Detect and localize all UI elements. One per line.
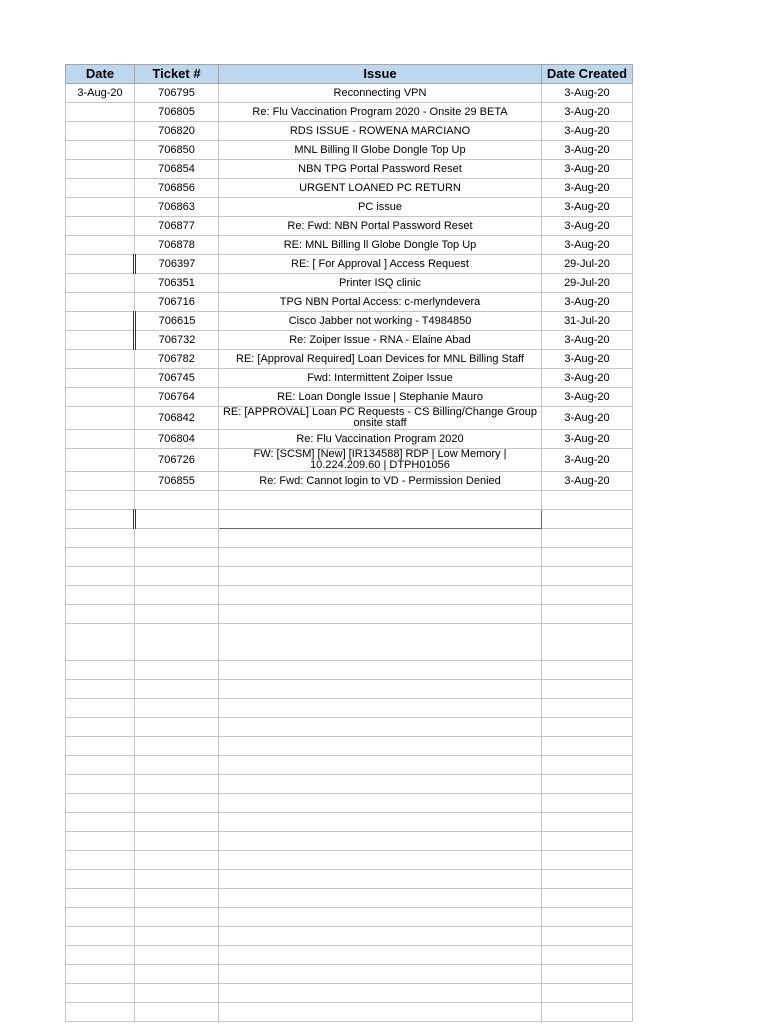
cell-date[interactable] [66, 198, 135, 217]
empty-row [66, 1003, 633, 1022]
empty-cell[interactable] [542, 605, 633, 624]
cell-date-created[interactable]: 3-Aug-20 [542, 350, 633, 369]
empty-cell[interactable] [542, 813, 633, 832]
table-row [66, 350, 633, 369]
empty-cell[interactable] [135, 946, 219, 965]
empty-cell[interactable] [135, 699, 219, 718]
empty-cell[interactable] [542, 491, 633, 510]
empty-cell[interactable] [135, 548, 219, 567]
empty-row [66, 605, 633, 624]
cell-date-created[interactable]: 3-Aug-20 [542, 122, 633, 141]
cell-date-created[interactable]: 3-Aug-20 [542, 449, 633, 472]
cell-issue[interactable]: Fwd: Intermittent Zoiper Issue [219, 369, 542, 388]
empty-cell[interactable] [66, 756, 135, 775]
cell-ticket[interactable]: 706764 [135, 388, 219, 407]
spreadsheet [65, 64, 632, 1022]
empty-cell[interactable] [66, 908, 135, 927]
empty-cell[interactable] [219, 510, 542, 529]
cell-ticket[interactable]: 706745 [135, 369, 219, 388]
cell-issue[interactable]: TPG NBN Portal Access: c-merlyndevera [219, 293, 542, 312]
cell-issue[interactable]: RE: MNL Billing ll Globe Dongle Top Up [219, 236, 542, 255]
empty-cell[interactable] [135, 491, 219, 510]
empty-cell[interactable] [66, 813, 135, 832]
cell-issue[interactable]: RE: Loan Dongle Issue | Stephanie Mauro [219, 388, 542, 407]
cell-issue[interactable]: Re: Fwd: Cannot login to VD - Permission Denied [219, 472, 542, 491]
empty-cell[interactable] [219, 756, 542, 775]
cell-ticket[interactable]: 706878 [135, 236, 219, 255]
header-ticket[interactable]: Ticket # [135, 65, 219, 84]
empty-cell[interactable] [219, 661, 542, 680]
cell-issue[interactable]: RE: [ For Approval ] Access Request [219, 255, 542, 274]
empty-cell[interactable] [135, 529, 219, 548]
table-row [66, 430, 633, 449]
cell-date-created[interactable]: 3-Aug-20 [542, 472, 633, 491]
table-row [66, 217, 633, 236]
empty-row [66, 624, 633, 661]
cell-ticket[interactable]: 706397 [135, 255, 219, 274]
header-row [66, 65, 633, 84]
cell-date-created[interactable]: 3-Aug-20 [542, 103, 633, 122]
empty-cell[interactable] [219, 832, 542, 851]
empty-cell[interactable] [135, 851, 219, 870]
cell-date-created[interactable]: 3-Aug-20 [542, 141, 633, 160]
empty-cell[interactable] [66, 586, 135, 605]
empty-cell[interactable] [135, 756, 219, 775]
empty-cell[interactable] [219, 605, 542, 624]
empty-cell[interactable] [135, 832, 219, 851]
empty-cell[interactable] [66, 870, 135, 889]
empty-cell[interactable] [542, 680, 633, 699]
empty-cell[interactable] [135, 1003, 219, 1022]
table-row [66, 103, 633, 122]
ticket-table [65, 64, 633, 1022]
table-row [66, 312, 633, 331]
empty-row [66, 737, 633, 756]
empty-row [66, 946, 633, 965]
cell-date-created[interactable]: 3-Aug-20 [542, 217, 633, 236]
empty-row [66, 775, 633, 794]
table-body [66, 84, 633, 1022]
cell-date-created[interactable]: 3-Aug-20 [542, 331, 633, 350]
empty-cell[interactable] [135, 984, 219, 1003]
cell-date-created[interactable]: 3-Aug-20 [542, 388, 633, 407]
table-row [66, 331, 633, 350]
cell-issue[interactable]: PC issue [219, 198, 542, 217]
cell-date[interactable] [66, 179, 135, 198]
empty-row [66, 680, 633, 699]
empty-cell[interactable] [542, 699, 633, 718]
cell-issue[interactable]: MNL Billing ll Globe Dongle Top Up [219, 141, 542, 160]
cell-issue[interactable]: Re: Zoiper Issue - RNA - Elaine Abad [219, 331, 542, 350]
cell-date[interactable] [66, 217, 135, 236]
cell-date[interactable] [66, 312, 135, 331]
cell-ticket[interactable]: 706850 [135, 141, 219, 160]
cell-ticket[interactable]: 706795 [135, 84, 219, 103]
empty-cell[interactable] [135, 889, 219, 908]
empty-cell[interactable] [542, 718, 633, 737]
empty-cell[interactable] [542, 737, 633, 756]
empty-cell[interactable] [66, 965, 135, 984]
cell-issue[interactable]: Re: Flu Vaccination Program 2020 - Onsite 29 BETA [219, 103, 542, 122]
cell-ticket[interactable]: 706351 [135, 274, 219, 293]
empty-cell[interactable] [66, 510, 135, 529]
table-row [66, 84, 633, 103]
empty-cell[interactable] [542, 965, 633, 984]
empty-cell[interactable] [135, 737, 219, 756]
cell-date-created[interactable]: 3-Aug-20 [542, 179, 633, 198]
empty-cell[interactable] [66, 984, 135, 1003]
table-row [66, 198, 633, 217]
empty-cell[interactable] [542, 908, 633, 927]
table-row [66, 472, 633, 491]
empty-cell[interactable] [135, 775, 219, 794]
cell-issue[interactable]: Re: Flu Vaccination Program 2020 [219, 430, 542, 449]
table-row [66, 179, 633, 198]
cell-date[interactable] [66, 430, 135, 449]
empty-cell[interactable] [66, 605, 135, 624]
empty-cell[interactable] [219, 586, 542, 605]
empty-row [66, 586, 633, 605]
empty-cell[interactable] [219, 851, 542, 870]
empty-row [66, 491, 633, 510]
cell-date[interactable] [66, 472, 135, 491]
table-row [66, 388, 633, 407]
cell-ticket[interactable]: 706820 [135, 122, 219, 141]
cell-issue[interactable]: Re: Fwd: NBN Portal Password Reset [219, 217, 542, 236]
empty-cell[interactable] [66, 699, 135, 718]
empty-cell[interactable] [135, 965, 219, 984]
cell-date[interactable] [66, 122, 135, 141]
cell-ticket[interactable]: 706877 [135, 217, 219, 236]
empty-cell[interactable] [66, 775, 135, 794]
empty-cell[interactable] [66, 946, 135, 965]
cell-ticket[interactable]: 706863 [135, 198, 219, 217]
cell-ticket[interactable]: 706804 [135, 430, 219, 449]
empty-cell[interactable] [66, 529, 135, 548]
cell-ticket[interactable]: 706842 [135, 407, 219, 430]
empty-cell[interactable] [135, 680, 219, 699]
table-row [66, 141, 633, 160]
empty-cell[interactable] [542, 946, 633, 965]
empty-cell[interactable] [135, 586, 219, 605]
header-issue[interactable]: Issue [219, 65, 542, 84]
empty-cell[interactable] [135, 908, 219, 927]
empty-cell[interactable] [219, 965, 542, 984]
cell-ticket[interactable]: 706615 [135, 312, 219, 331]
empty-cell[interactable] [135, 718, 219, 737]
empty-cell[interactable] [542, 794, 633, 813]
cell-date[interactable] [66, 369, 135, 388]
empty-cell[interactable] [66, 737, 135, 756]
cell-date[interactable] [66, 449, 135, 472]
cell-date-created[interactable]: 29-Jul-20 [542, 274, 633, 293]
empty-cell[interactable] [66, 794, 135, 813]
empty-cell[interactable] [219, 680, 542, 699]
empty-cell[interactable] [219, 567, 542, 586]
cell-date[interactable] [66, 350, 135, 369]
table-row [66, 122, 633, 141]
empty-cell[interactable] [542, 756, 633, 775]
cell-date[interactable] [66, 141, 135, 160]
empty-cell[interactable] [542, 624, 633, 661]
empty-cell[interactable] [135, 870, 219, 889]
empty-cell[interactable] [219, 908, 542, 927]
empty-row [66, 661, 633, 680]
empty-row [66, 832, 633, 851]
empty-cell[interactable] [135, 794, 219, 813]
empty-cell[interactable] [219, 624, 542, 661]
empty-cell[interactable] [542, 586, 633, 605]
empty-cell[interactable] [135, 510, 219, 529]
cell-date[interactable] [66, 274, 135, 293]
cell-date-created[interactable]: 3-Aug-20 [542, 198, 633, 217]
empty-cell[interactable] [219, 946, 542, 965]
empty-cell[interactable] [66, 661, 135, 680]
cell-ticket[interactable]: 706855 [135, 472, 219, 491]
empty-row [66, 813, 633, 832]
empty-cell[interactable] [66, 832, 135, 851]
empty-cell[interactable] [219, 775, 542, 794]
cell-date[interactable] [66, 407, 135, 430]
empty-cell[interactable] [219, 889, 542, 908]
empty-cell[interactable] [219, 699, 542, 718]
empty-row [66, 908, 633, 927]
cell-ticket[interactable]: 706854 [135, 160, 219, 179]
table-row [66, 160, 633, 179]
cell-date-created[interactable]: 3-Aug-20 [542, 236, 633, 255]
empty-cell[interactable] [219, 794, 542, 813]
header-date[interactable]: Date [66, 65, 135, 84]
cell-date-created[interactable]: 3-Aug-20 [542, 369, 633, 388]
cell-ticket[interactable]: 706726 [135, 449, 219, 472]
empty-cell[interactable] [135, 927, 219, 946]
cell-issue[interactable]: NBN TPG Portal Password Reset [219, 160, 542, 179]
cell-issue[interactable]: RE: [APPROVAL] Loan PC Requests - CS Billing/Change Group onsite staff [219, 407, 542, 430]
empty-row [66, 984, 633, 1003]
empty-row [66, 510, 633, 529]
cell-date-created[interactable]: 29-Jul-20 [542, 255, 633, 274]
cell-issue[interactable]: RE: [Approval Required] Loan Devices for MNL Billing Staff [219, 350, 542, 369]
cell-ticket[interactable]: 706782 [135, 350, 219, 369]
empty-cell[interactable] [542, 889, 633, 908]
empty-row [66, 927, 633, 946]
empty-cell[interactable] [66, 889, 135, 908]
cell-date[interactable] [66, 293, 135, 312]
cell-issue[interactable]: URGENT LOANED PC RETURN [219, 179, 542, 198]
empty-cell[interactable] [219, 718, 542, 737]
empty-cell[interactable] [542, 870, 633, 889]
empty-cell[interactable] [66, 851, 135, 870]
empty-cell[interactable] [66, 567, 135, 586]
empty-cell[interactable] [219, 813, 542, 832]
cell-date-created[interactable]: 3-Aug-20 [542, 430, 633, 449]
empty-cell[interactable] [542, 567, 633, 586]
empty-cell[interactable] [542, 775, 633, 794]
empty-row [66, 794, 633, 813]
cell-date-created[interactable]: 3-Aug-20 [542, 293, 633, 312]
empty-row [66, 718, 633, 737]
empty-cell[interactable] [135, 813, 219, 832]
empty-row [66, 529, 633, 548]
empty-cell[interactable] [135, 605, 219, 624]
empty-cell[interactable] [542, 927, 633, 946]
table-row [66, 293, 633, 312]
table-row [66, 274, 633, 293]
table-row [66, 449, 633, 472]
empty-cell[interactable] [219, 491, 542, 510]
table-row [66, 236, 633, 255]
empty-cell[interactable] [66, 927, 135, 946]
empty-cell[interactable] [542, 832, 633, 851]
empty-cell[interactable] [542, 851, 633, 870]
cell-date[interactable] [66, 331, 135, 350]
empty-cell[interactable] [219, 927, 542, 946]
empty-cell[interactable] [135, 624, 219, 661]
table-row [66, 255, 633, 274]
cell-issue[interactable]: Reconnecting VPN [219, 84, 542, 103]
cell-ticket[interactable]: 706805 [135, 103, 219, 122]
empty-cell[interactable] [542, 661, 633, 680]
cell-issue[interactable]: Printer ISQ clinic [219, 274, 542, 293]
empty-row [66, 851, 633, 870]
empty-row [66, 889, 633, 908]
empty-cell[interactable] [135, 661, 219, 680]
cell-ticket[interactable]: 706732 [135, 331, 219, 350]
empty-cell[interactable] [66, 1003, 135, 1022]
cell-date[interactable] [66, 388, 135, 407]
empty-cell[interactable] [542, 1003, 633, 1022]
header-date-created[interactable]: Date Created [542, 65, 633, 84]
cell-date-created[interactable]: 3-Aug-20 [542, 84, 633, 103]
empty-cell[interactable] [66, 718, 135, 737]
empty-cell[interactable] [66, 548, 135, 567]
cell-issue[interactable]: FW: [SCSM] [New] [IR134588] RDP | Low Memory | 10.224.209.60 | DTPH01056 [219, 449, 542, 472]
empty-cell[interactable] [219, 870, 542, 889]
cell-ticket[interactable]: 706716 [135, 293, 219, 312]
empty-cell[interactable] [219, 737, 542, 756]
empty-cell[interactable] [542, 548, 633, 567]
cell-date[interactable]: 3-Aug-20 [66, 84, 135, 103]
empty-cell[interactable] [66, 491, 135, 510]
cell-ticket[interactable]: 706856 [135, 179, 219, 198]
empty-cell[interactable] [219, 984, 542, 1003]
cell-issue[interactable]: RDS ISSUE - ROWENA MARCIANO [219, 122, 542, 141]
table-row [66, 407, 633, 430]
empty-cell[interactable] [219, 529, 542, 548]
empty-cell[interactable] [542, 510, 633, 529]
empty-row [66, 870, 633, 889]
cell-date-created[interactable]: 3-Aug-20 [542, 160, 633, 179]
cell-date[interactable] [66, 103, 135, 122]
empty-cell[interactable] [219, 1003, 542, 1022]
empty-cell[interactable] [542, 984, 633, 1003]
empty-row [66, 548, 633, 567]
empty-row [66, 756, 633, 775]
cell-date[interactable] [66, 160, 135, 179]
cell-date-created[interactable]: 31-Jul-20 [542, 312, 633, 331]
empty-cell[interactable] [66, 680, 135, 699]
empty-row [66, 567, 633, 586]
empty-cell[interactable] [66, 624, 135, 661]
cell-date[interactable] [66, 236, 135, 255]
empty-cell[interactable] [135, 567, 219, 586]
empty-cell[interactable] [219, 548, 542, 567]
empty-row [66, 965, 633, 984]
empty-row [66, 699, 633, 718]
empty-cell[interactable] [542, 529, 633, 548]
table-row [66, 369, 633, 388]
cell-date-created[interactable]: 3-Aug-20 [542, 407, 633, 430]
cell-issue[interactable]: Cisco Jabber not working - T4984850 [219, 312, 542, 331]
cell-date[interactable] [66, 255, 135, 274]
